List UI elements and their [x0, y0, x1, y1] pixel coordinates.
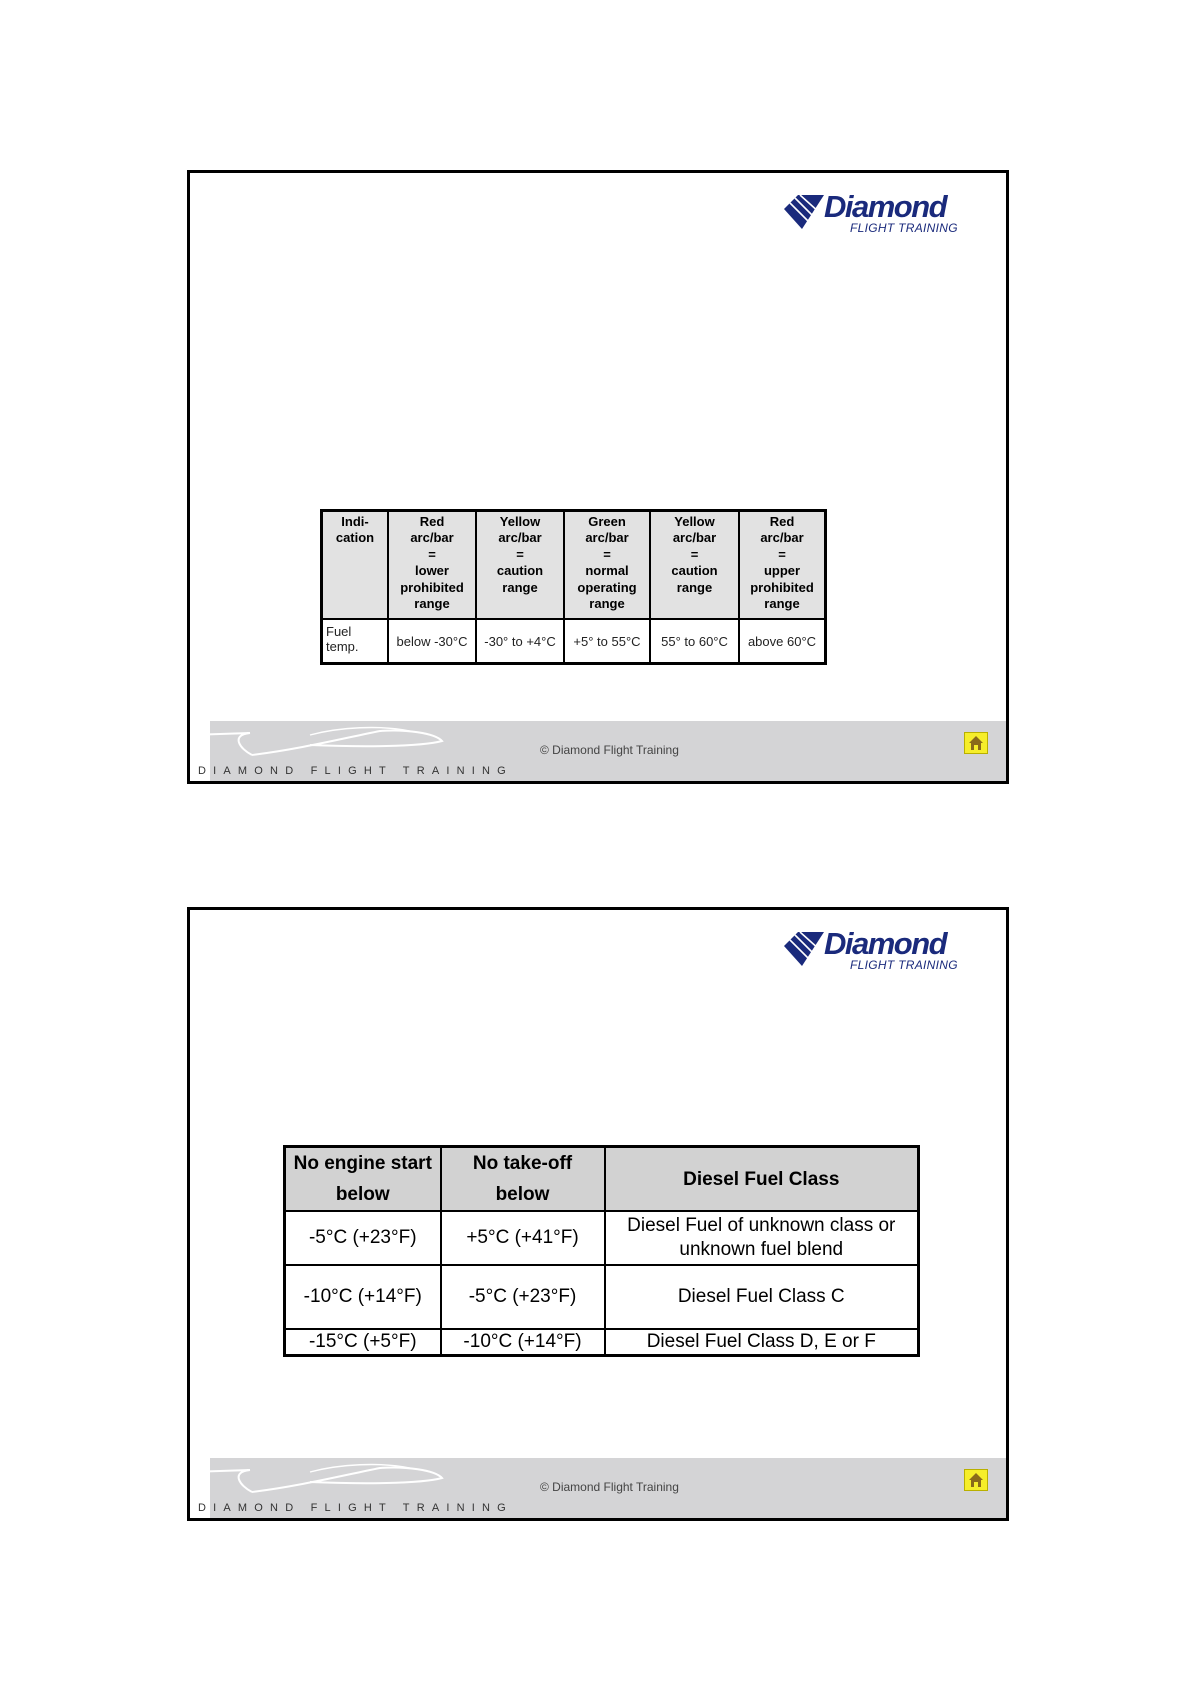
header-cell: No take-off below	[441, 1147, 605, 1212]
table-cell: above 60°C	[739, 619, 826, 664]
logo-subtitle: FLIGHT TRAINING	[850, 958, 958, 972]
table-cell: +5° to 55°C	[564, 619, 650, 664]
table-cell: -10°C (+14°F)	[285, 1265, 441, 1329]
header-cell: Red arc/bar = upper prohibited range	[739, 511, 826, 620]
footer-copyright: © Diamond Flight Training	[540, 743, 679, 757]
table-cell: Diesel Fuel Class C	[605, 1265, 919, 1329]
home-icon	[968, 1472, 984, 1488]
diamond-logo-icon	[784, 195, 828, 229]
logo-wordmark: Diamond	[824, 189, 947, 224]
table-header-row	[322, 511, 826, 620]
footer-brandline: DIAMOND FLIGHT TRAINING	[198, 1502, 513, 1514]
slide-2	[187, 907, 1009, 1521]
table-cell: -15°C (+5°F)	[285, 1329, 441, 1356]
diesel-fuel-class-table	[283, 1145, 920, 1357]
table-cell: +5°C (+41°F)	[441, 1211, 605, 1265]
fuel-temp-indication-table	[320, 509, 827, 665]
home-button[interactable]	[964, 1469, 988, 1491]
table-row	[285, 1265, 919, 1329]
table-cell: Diesel Fuel of unknown class or unknown fuel blend	[605, 1211, 919, 1265]
logo-wordmark: Diamond	[824, 926, 947, 961]
diamond-logo	[784, 926, 964, 978]
header-cell: Yellow arc/bar = caution range	[476, 511, 564, 620]
header-cell: Diesel Fuel Class	[605, 1147, 919, 1212]
header-cell: Red arc/bar = lower prohibited range	[388, 511, 476, 620]
table-row	[285, 1211, 919, 1265]
header-cell: Yellow arc/bar = caution range	[650, 511, 739, 620]
header-cell: Green arc/bar = normal operating range	[564, 511, 650, 620]
table-header-row	[285, 1147, 919, 1212]
table-cell: -10°C (+14°F)	[441, 1329, 605, 1356]
home-button[interactable]	[964, 732, 988, 754]
slide-footer	[190, 1458, 1006, 1518]
table-cell: Diesel Fuel Class D, E or F	[605, 1329, 919, 1356]
home-icon	[968, 735, 984, 751]
table-cell: 55° to 60°C	[650, 619, 739, 664]
aircraft-swoosh-graphic	[190, 1458, 450, 1506]
diamond-logo-icon	[784, 932, 828, 966]
table-cell: -30° to +4°C	[476, 619, 564, 664]
table-row	[285, 1329, 919, 1356]
table-cell: -5°C (+23°F)	[441, 1265, 605, 1329]
slide-footer	[190, 721, 1006, 781]
slide-1	[187, 170, 1009, 784]
header-cell: No engine start below	[285, 1147, 441, 1212]
table-row	[322, 619, 826, 664]
diamond-logo	[784, 189, 964, 241]
table-cell: -5°C (+23°F)	[285, 1211, 441, 1265]
table-cell: below -30°C	[388, 619, 476, 664]
header-cell: Indi- cation	[322, 511, 389, 620]
row-label-cell: Fuel temp.	[322, 619, 389, 664]
footer-brandline: DIAMOND FLIGHT TRAINING	[198, 765, 513, 777]
logo-subtitle: FLIGHT TRAINING	[850, 221, 958, 235]
aircraft-swoosh-graphic	[190, 721, 450, 769]
footer-copyright: © Diamond Flight Training	[540, 1480, 679, 1494]
